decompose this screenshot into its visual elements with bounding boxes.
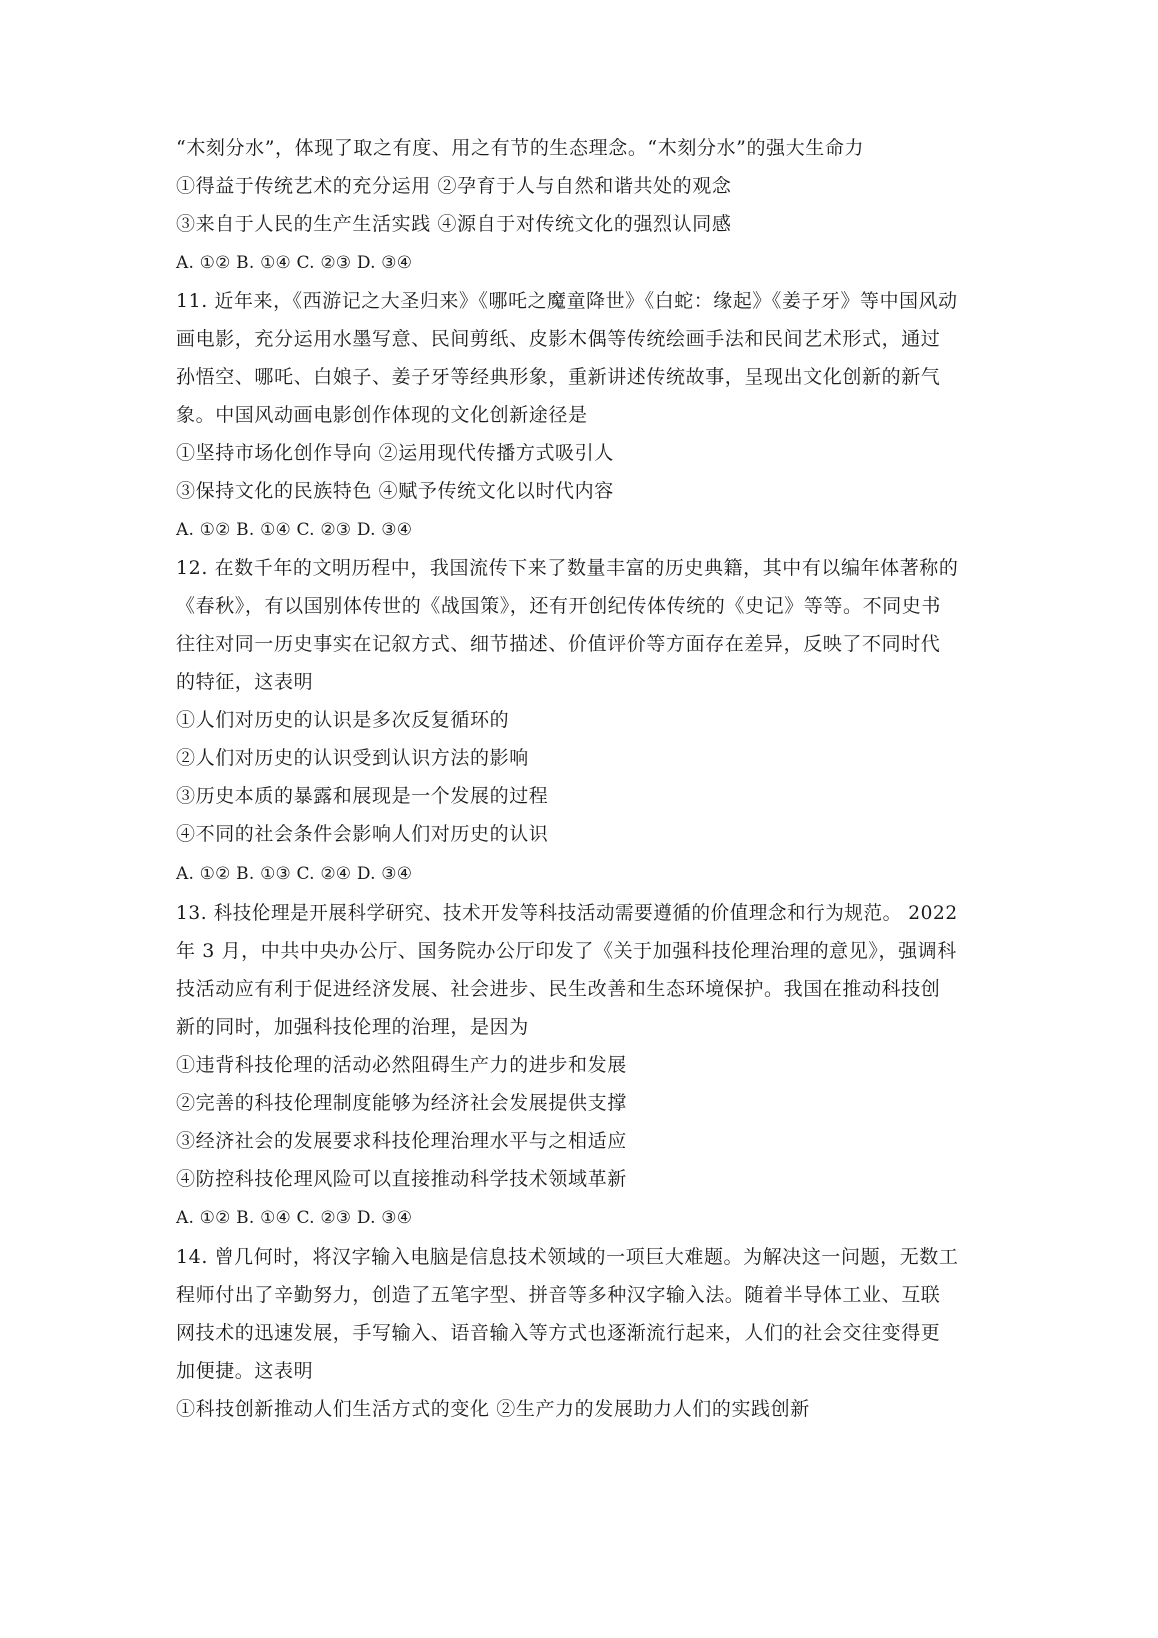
text-line: 技活动应有利于促进经济发展、社会进步、民生改善和生态环境保护。我国在推动科技创 xyxy=(176,978,941,1000)
answer-choices: A. ①② B. ①③ C. ②④ D. ③④ xyxy=(176,864,413,884)
text-line: 程师付出了辛勤努力，创造了五笔字型、拼音等多种汉字输入法。随着半导体工业、互联 xyxy=(176,1284,941,1306)
option-line: ③历史本质的暴露和展现是一个发展的过程 xyxy=(176,785,549,807)
option-line: ③保持文化的民族特色 ④赋予传统文化以时代内容 xyxy=(176,480,614,502)
answer-choices: A. ①② B. ①④ C. ②③ D. ③④ xyxy=(176,253,413,273)
question-11-line: 11. 近年来，《西游记之大圣归来》《哪吒之魔童降世》《白蛇：缘起》《姜子牙》等中国风动 xyxy=(176,290,958,312)
text-line: 往往对同一历史事实在记叙方式、细节描述、价值评价等方面存在差异，反映了不同时代 xyxy=(176,633,941,655)
question-12-line: 12. 在数千年的文明历程中，我国流传下来了数量丰富的历史典籍，其中有以编年体著称的 xyxy=(176,557,959,579)
option-line: ④防控科技伦理风险可以直接推动科学技术领域革新 xyxy=(176,1168,627,1190)
option-line: ③经济社会的发展要求科技伦理治理水平与之相适应 xyxy=(176,1130,627,1152)
answer-choices: A. ①② B. ①④ C. ②③ D. ③④ xyxy=(176,1208,413,1228)
option-line: ①科技创新推动人们生活方式的变化 ②生产力的发展助力人们的实践创新 xyxy=(176,1398,810,1420)
option-line: ①坚持市场化创作导向 ②运用现代传播方式吸引人 xyxy=(176,442,614,464)
text-line: 新的同时，加强科技伦理的治理，是因为 xyxy=(176,1016,529,1038)
question-14-line: 14. 曾几何时，将汉字输入电脑是信息技术领域的一项巨大难题。为解决这一问题，无数工 xyxy=(176,1246,959,1268)
option-line: ③来自于人民的生产生活实践 ④源自于对传统文化的强烈认同感 xyxy=(176,213,732,235)
text-line: 《春秋》，有以国别体传世的《战国策》，还有开创纪传体传统的《史记》等等。不同史书 xyxy=(176,595,942,617)
text-line: 加便捷。这表明 xyxy=(176,1360,314,1382)
text-line: “木刻分水”，体现了取之有度、用之有节的生态理念。“木刻分水”的强大生命力 xyxy=(176,137,865,159)
text-line: 的特征，这表明 xyxy=(176,671,314,693)
text-line: 象。中国风动画电影创作体现的文化创新途径是 xyxy=(176,404,588,426)
answer-choices: A. ①② B. ①④ C. ②③ D. ③④ xyxy=(176,520,413,540)
text-line: 年 3 月，中共中央办公厅、国务院办公厅印发了《关于加强科技伦理治理的意见》，强调科 xyxy=(176,940,957,962)
question-13-line: 13. 科技伦理是开展科学研究、技术开发等科技活动需要遵循的价值理念和行为规范。 2022 xyxy=(176,902,958,924)
text-line: 画电影，充分运用水墨写意、民间剪纸、皮影木偶等传统绘画手法和民间艺术形式，通过 xyxy=(176,328,941,350)
option-line: ①违背科技伦理的活动必然阻碍生产力的进步和发展 xyxy=(176,1054,627,1076)
text-line: 孙悟空、哪吒、白娘子、姜子牙等经典形象，重新讲述传统故事，呈现出文化创新的新气 xyxy=(176,366,941,388)
option-line: ④不同的社会条件会影响人们对历史的认识 xyxy=(176,823,549,845)
text-line: 网技术的迅速发展，手写输入、语音输入等方式也逐渐流行起来，人们的社会交往变得更 xyxy=(176,1322,941,1344)
option-line: ②完善的科技伦理制度能够为经济社会发展提供支撑 xyxy=(176,1092,627,1114)
option-line: ①得益于传统艺术的充分运用 ②孕育于人与自然和谐共处的观念 xyxy=(176,175,732,197)
option-line: ②人们对历史的认识受到认识方法的影响 xyxy=(176,747,529,769)
option-line: ①人们对历史的认识是多次反复循环的 xyxy=(176,709,510,731)
